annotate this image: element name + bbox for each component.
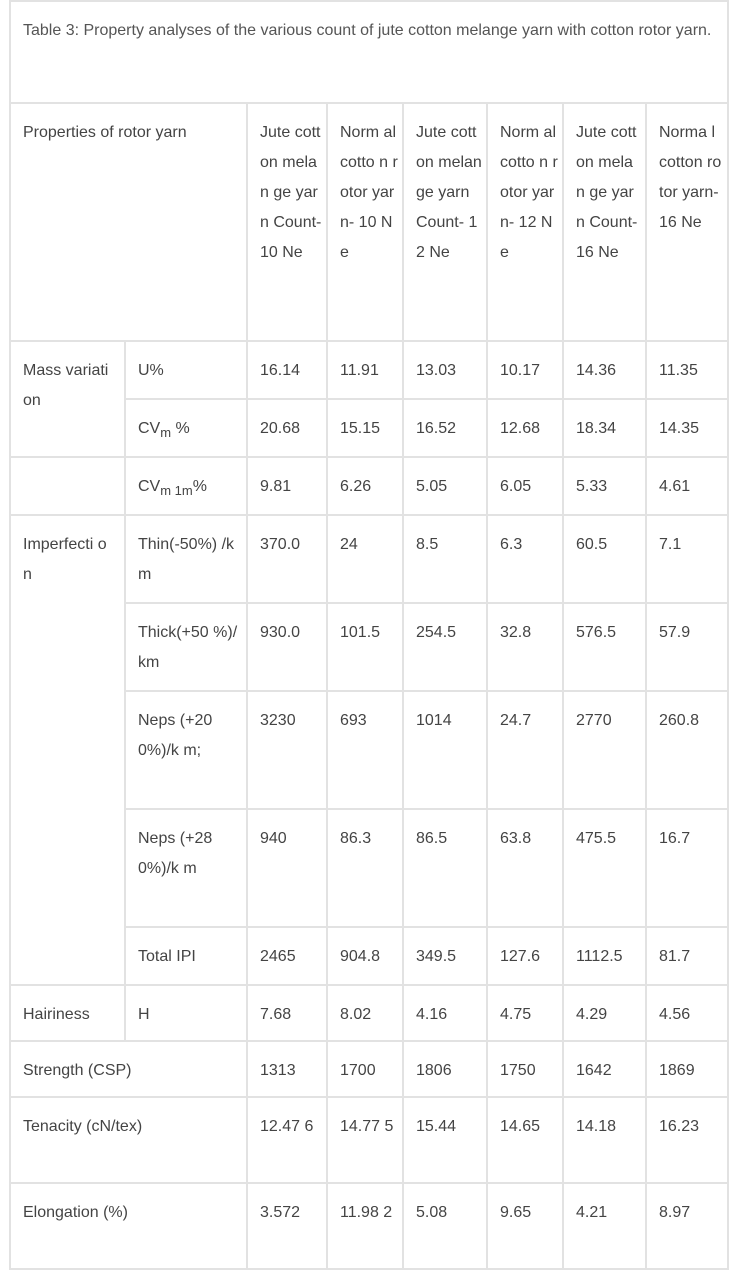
cell: 254.5 [403,603,487,691]
cell: 4.75 [487,985,563,1041]
row-label-cvm-1m [125,457,247,515]
cell: 370.0 [247,515,327,603]
cell: 7.1 [646,515,728,603]
header-col-5: Jute cotton melan ge yarn Count- 16 Ne [563,103,646,341]
cell: 14.36 [563,341,646,399]
cell: 3.572 [247,1183,327,1269]
cell: 127.6 [487,927,563,985]
cell: 1014 [403,691,487,809]
cell: 1313 [247,1041,327,1097]
cell: 5.08 [403,1183,487,1269]
cell: 16.14 [247,341,327,399]
cell: 1642 [563,1041,646,1097]
cell: 11.98 2 [327,1183,403,1269]
cell: 349.5 [403,927,487,985]
cell: 2465 [247,927,327,985]
header-col-2: Norm al cotto n rotor yarn- 10 Ne [327,103,403,341]
cell: 18.34 [563,399,646,457]
cell: 4.29 [563,985,646,1041]
label-tail: % [192,478,207,495]
row-label-h: H [125,985,247,1041]
cell: 693 [327,691,403,809]
cell: 86.5 [403,809,487,927]
row-label-tenacity: Tenacity (cN/tex) [10,1097,247,1183]
cell: 1869 [646,1041,728,1097]
cell: 14.77 5 [327,1097,403,1183]
cell: 86.3 [327,809,403,927]
cell: 20.68 [247,399,327,457]
row-label-strength: Strength (CSP) [10,1041,247,1097]
row-label-cvm [125,399,247,457]
cell: 32.8 [487,603,563,691]
label-sub: m [160,425,172,440]
cell: 13.03 [403,341,487,399]
cell: 24.7 [487,691,563,809]
header-col-3: Jute cotton melan ge yarn Count- 12 Ne [403,103,487,341]
cell: 5.33 [563,457,646,515]
cell: 7.68 [247,985,327,1041]
cell: 12.68 [487,399,563,457]
cell: 475.5 [563,809,646,927]
cell: 576.5 [563,603,646,691]
property-table [9,0,729,1270]
cell: 81.7 [646,927,728,985]
cell: 16.23 [646,1097,728,1183]
label-main: CV [138,478,161,495]
cell: 63.8 [487,809,563,927]
cell: 8.5 [403,515,487,603]
cell: 11.35 [646,341,728,399]
cell: 6.05 [487,457,563,515]
cell: 15.44 [403,1097,487,1183]
table-caption: Table 3: Property analyses of the various count of jute cotton melange yarn with cotton rotor yarn. [10,1,728,103]
cell: 57.9 [646,603,728,691]
header-property: Properties of rotor yarn [10,103,247,341]
cell: 12.47 6 [247,1097,327,1183]
cell: 11.91 [327,341,403,399]
cell: 2770 [563,691,646,809]
cell: 904.8 [327,927,403,985]
cell: 1750 [487,1041,563,1097]
row-label-neps-280: Neps (+280%)/k m [125,809,247,927]
row-label-thick: Thick(+50 %)/km [125,603,247,691]
cell: 14.65 [487,1097,563,1183]
row-label-total-ipi: Total IPI [125,927,247,985]
row-label-u: U% [125,341,247,399]
empty-group-cell [10,457,125,515]
label-sub: m 1m [160,483,193,498]
cell: 1112.5 [563,927,646,985]
header-col-4: Norm al cotto n rotor yarn- 12 Ne [487,103,563,341]
cell: 1700 [327,1041,403,1097]
cell: 8.97 [646,1183,728,1269]
group-mass-variation: Mass variation [10,341,125,457]
label-main: CV [138,420,161,437]
header-col-1: Jute cotton melan ge yarn Count- 10 Ne [247,103,327,341]
cell: 60.5 [563,515,646,603]
header-col-6: Norma l cotton rotor yarn- 16 Ne [646,103,728,341]
cell: 14.35 [646,399,728,457]
cell: 15.15 [327,399,403,457]
cell: 9.81 [247,457,327,515]
property-table-container [9,0,727,1270]
cell: 4.21 [563,1183,646,1269]
row-label-neps-200: Neps (+200%)/k m; [125,691,247,809]
cell: 16.52 [403,399,487,457]
cell: 1806 [403,1041,487,1097]
label-tail: % [171,420,190,437]
group-hairiness: Hairiness [10,985,125,1041]
cell: 5.05 [403,457,487,515]
cell: 9.65 [487,1183,563,1269]
cell: 10.17 [487,341,563,399]
cell: 4.16 [403,985,487,1041]
cell: 6.26 [327,457,403,515]
cell: 8.02 [327,985,403,1041]
cell: 4.56 [646,985,728,1041]
cell: 940 [247,809,327,927]
cell: 14.18 [563,1097,646,1183]
cell: 16.7 [646,809,728,927]
cell: 6.3 [487,515,563,603]
cell: 4.61 [646,457,728,515]
cell: 24 [327,515,403,603]
row-label-elongation: Elongation (%) [10,1183,247,1269]
group-imperfection: Imperfecti on [10,515,125,985]
cell: 101.5 [327,603,403,691]
cell: 3230 [247,691,327,809]
cell: 930.0 [247,603,327,691]
row-label-thin: Thin(-50%) /km [125,515,247,603]
cell: 260.8 [646,691,728,809]
